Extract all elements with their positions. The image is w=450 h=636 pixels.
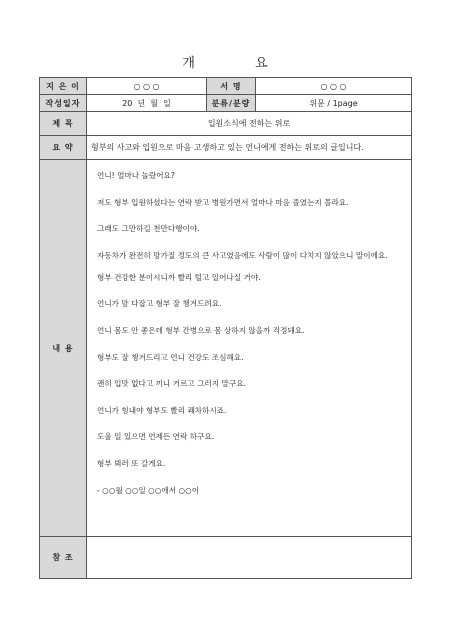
content-line: 형부 뵈러 또 갈게요. bbox=[97, 458, 166, 468]
subject-value: 입원소식에 전하는 위로 bbox=[87, 112, 412, 136]
author-label: 지 은 이 bbox=[40, 78, 87, 95]
content-line: 언니 몸도 안 좋은데 형부 간병으로 몸 상하지 않을까 걱정돼요. bbox=[97, 325, 305, 335]
category-value: 위문 / 1page bbox=[256, 95, 412, 112]
content-line: 저도 형부 입원하셨다는 연락 받고 병원가면서 얼마나 마음 졸였는지 몰라요. bbox=[97, 197, 349, 207]
note-value bbox=[87, 537, 412, 579]
content-line: 언니가 맘 다잡고 형부 잘 챙겨드려요. bbox=[97, 299, 222, 309]
content-line: 도울 일 있으면 언제든 연락 하구요. bbox=[97, 432, 215, 442]
content-body bbox=[87, 160, 412, 537]
content-line: 형부 건강한 분이시니까 빨리 털고 일어나실 거야. bbox=[97, 272, 261, 282]
content-line: 형부도 잘 챙겨드리고 언니 건강도 조심해요. bbox=[97, 352, 244, 362]
summary-value: 형부의 사고와 입원으로 마음 고생하고 있는 언니에게 전하는 위로의 글입니다. bbox=[87, 136, 412, 160]
content-label: 내 용 bbox=[40, 160, 87, 537]
page-title: 개 요 bbox=[182, 56, 296, 71]
signature-value: ○ ○ ○ bbox=[256, 78, 412, 95]
content-line: 언니! 얼마나 놀랐어요? bbox=[97, 171, 175, 180]
content-line: 언니가 힘내야 형부도 빨리 쾌차하시죠. bbox=[97, 405, 227, 415]
summary-label: 요 약 bbox=[40, 136, 87, 160]
category-label: 분류/분량 bbox=[207, 95, 256, 112]
date-label: 작성일자 bbox=[40, 95, 87, 112]
content-line: - ○○월 ○○일 ○○에서 ○○이 bbox=[97, 485, 200, 495]
content-line: 자동차가 완전히 망가질 정도의 큰 사고였음에도 사람이 많이 다치지 않았으니 말이에요. bbox=[97, 250, 388, 260]
note-label: 참 조 bbox=[40, 537, 87, 579]
author-value: ○ ○ ○ bbox=[87, 78, 207, 95]
overview-form bbox=[39, 77, 412, 579]
content-line: 그래도 그만하길 천만다행이야. bbox=[97, 224, 200, 234]
date-value: 20 년 월 일 bbox=[87, 95, 207, 112]
signature-label: 서 명 bbox=[207, 78, 256, 95]
subject-label: 제 목 bbox=[40, 112, 87, 136]
content-line: 괜히 입맛 없다고 끼니 거르고 그러지 말구요. bbox=[97, 379, 246, 389]
